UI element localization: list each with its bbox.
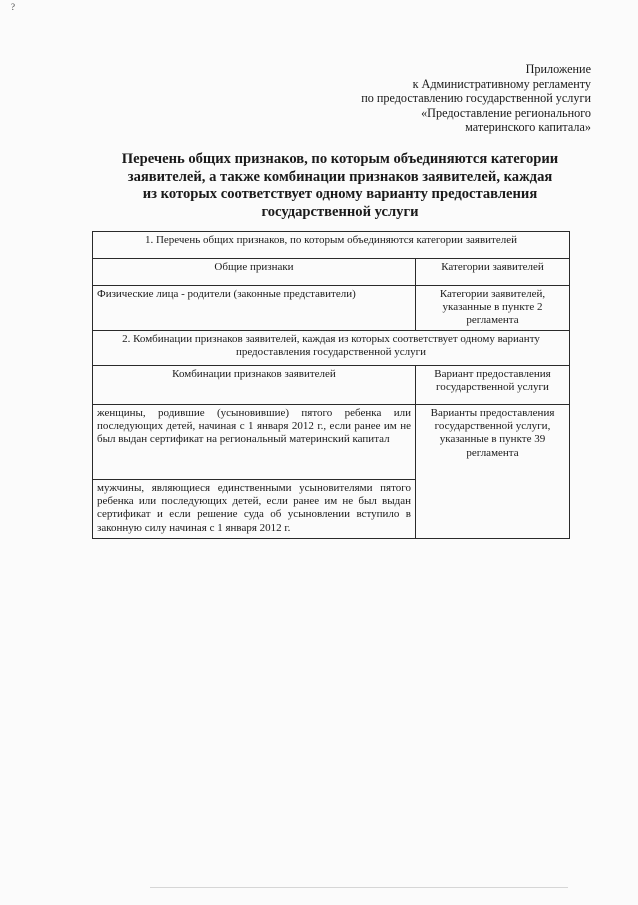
appendix-line: материнского капитала» xyxy=(465,120,591,135)
section2-header-variant: Вариант предоставления государственной услуги xyxy=(416,366,570,405)
row3-combination-cell: мужчины, являющиеся единственными усыновителями пятого ребенка или последующих детей, если ранее им не был выдан сертификат и если решение суда об усыновлении вступило в законную силу начиная с 1 января 2012 г. xyxy=(93,480,416,539)
corner-mark: ? xyxy=(11,2,15,12)
section1-header-criteria: Общие признаки xyxy=(93,259,416,286)
appendix-line: к Административному регламенту xyxy=(412,76,591,91)
section1-title: 1. Перечень общих признаков, по которым объединяются категории заявителей xyxy=(93,232,570,259)
appendix-line: Приложение xyxy=(525,62,591,76)
title-line: заявителей, а также комбинации признаков заявителей, каждая xyxy=(127,168,553,185)
table-row xyxy=(93,232,570,259)
appendix-line: «Предоставление регионального xyxy=(421,105,591,120)
section2-title: 2. Комбинации признаков заявителей, каждая из которых соответствует одному варианту предоставления государственной услуги xyxy=(93,331,570,366)
variant-cell: Варианты предоставления государственной услуги, указанные в пункте 39 регламента xyxy=(416,405,570,539)
table-row xyxy=(93,259,570,286)
row1-criteria-cell: Физические лица - родители (законные представители) xyxy=(93,286,416,331)
table-row xyxy=(93,331,570,366)
criteria-table xyxy=(92,231,570,539)
table-row xyxy=(93,366,570,405)
table-row xyxy=(93,286,570,331)
section2-header-combinations: Комбинации признаков заявителей xyxy=(93,366,416,405)
appendix-header xyxy=(291,62,591,135)
appendix-line: по предоставлению государственной услуги xyxy=(361,91,591,106)
title-line: государственной услуги xyxy=(261,203,419,220)
table-row xyxy=(93,405,570,480)
scan-edge-line xyxy=(150,887,568,888)
title-line: Перечень общих признаков, по которым объединяются категории xyxy=(121,151,559,167)
document-title xyxy=(80,151,600,221)
row2-combination-cell: женщины, родившие (усыновившие) пятого ребенка или последующих детей, начиная с 1 января 2012 г., если ранее им не был выдан сертификат на региональный материнский капитал xyxy=(93,405,416,480)
title-line: из которых соответствует одному варианту предоставления xyxy=(142,186,538,203)
row1-categories-cell: Категории заявителей, указанные в пункте 2 регламента xyxy=(416,286,570,331)
section1-header-categories: Категории заявителей xyxy=(416,259,570,286)
